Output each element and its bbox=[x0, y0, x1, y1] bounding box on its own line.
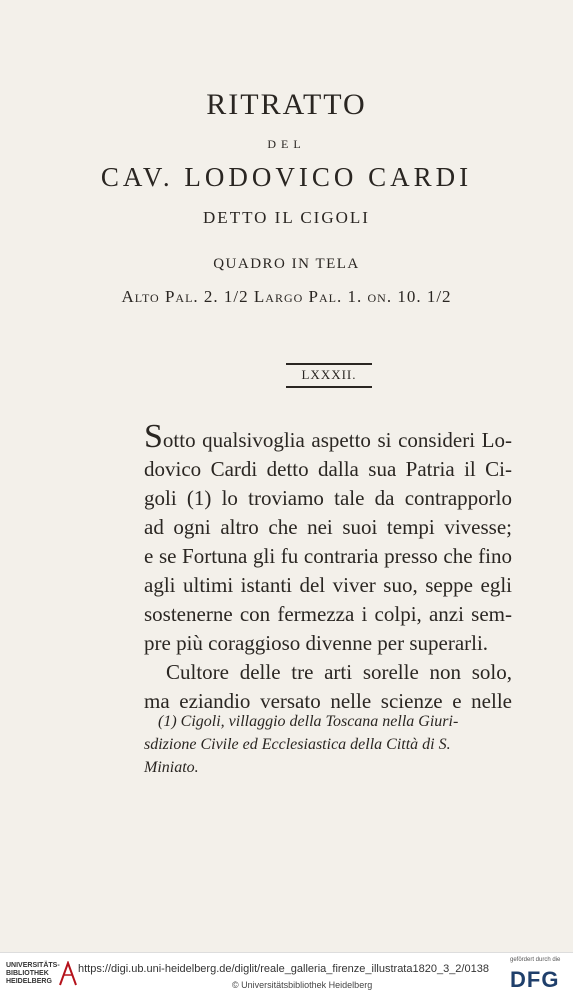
body-line-2: dovico Cardi detto dalla sua Patria il Ci- bbox=[144, 457, 512, 481]
body-line-10: ma eziandio versato nelle scienze e nelle bbox=[144, 689, 512, 713]
drop-cap: S bbox=[144, 418, 163, 455]
body-line-3: goli (1) lo troviamo tale da contrapporlo bbox=[144, 486, 512, 510]
footnote-line-1: (1) Cigoli, villaggio della Toscana nella Giuri- bbox=[158, 713, 459, 730]
footnote-line-2: sdizione Civile ed Ecclesiastica della Città di S. bbox=[144, 736, 451, 753]
plate-rule-bottom bbox=[286, 386, 372, 388]
dfg-caption: gefördert durch die bbox=[510, 957, 561, 963]
dfg-logo[interactable]: DFG bbox=[510, 967, 560, 992]
plate-number: LXXXII. bbox=[301, 367, 357, 382]
page-title: RITRATTO bbox=[206, 88, 367, 121]
body-paragraph bbox=[144, 418, 512, 716]
permalink-url[interactable]: https://digi.ub.uni-heidelberg.de/diglit/reale_galleria_firenze_illustrata1820_3_2/0138 bbox=[78, 963, 489, 975]
footnote bbox=[144, 710, 514, 779]
artist-name: CAV. LODOVICO CARDI bbox=[100, 162, 473, 192]
plate-rule-top bbox=[286, 363, 372, 365]
body-line-4: ad ogni altro che nei suoi tempi vivesse; bbox=[144, 515, 512, 539]
footnote-line-3: Miniato. bbox=[144, 759, 199, 776]
library-emblem-icon bbox=[58, 961, 78, 987]
body-line-1: Sotto qualsivoglia aspetto si consideri Lo- bbox=[144, 418, 512, 455]
body-line-5: e se Fortuna gli fu contraria presso che fino bbox=[144, 544, 512, 568]
copyright-notice: © Universitätsbibliothek Heidelberg bbox=[232, 980, 373, 990]
body-line-7: sostenerne con fermezza i colpi, anzi sem- bbox=[144, 602, 512, 626]
body-line-9: Cultore delle tre arti sorelle non solo, bbox=[166, 660, 512, 684]
footer-bar bbox=[0, 952, 573, 997]
dimensions: Alto Pal. 2. 1/2 Largo Pal. 1. on. 10. 1/2 bbox=[121, 287, 452, 306]
medium: QUADRO IN TELA bbox=[213, 256, 360, 272]
title-del: DEL bbox=[267, 137, 306, 151]
artist-nickname: DETTO IL CIGOLI bbox=[203, 208, 370, 227]
body-line-6: agli ultimi istanti del viver suo, seppe egli bbox=[144, 573, 512, 597]
body-line-8: pre più coraggioso divenne per superarli. bbox=[144, 631, 489, 655]
library-logo[interactable]: UNIVERSITÄTS- BIBLIOTHEK HEIDELBERG bbox=[6, 962, 60, 985]
